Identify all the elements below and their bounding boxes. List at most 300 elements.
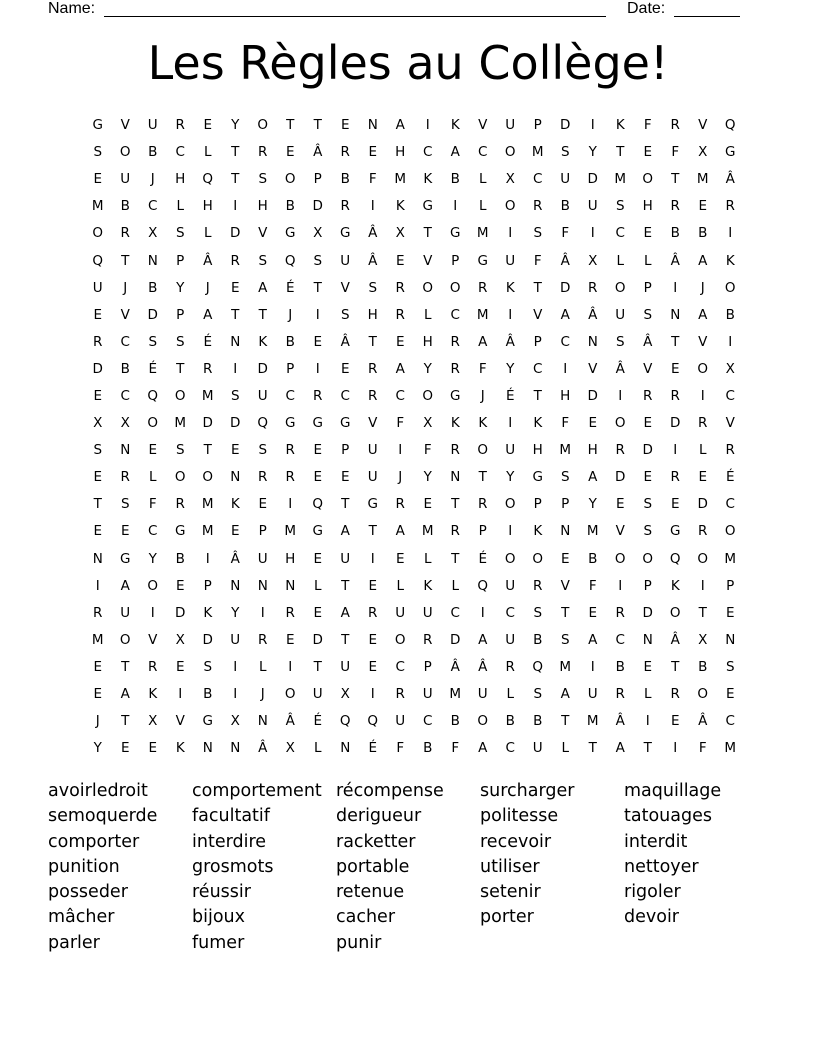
grid-row: [84, 735, 744, 762]
grid-letter: X: [395, 225, 405, 242]
grid-letter: I: [508, 523, 513, 540]
grid-letter: E: [670, 713, 680, 730]
grid-letter: V: [698, 333, 708, 350]
grid-letter: J: [260, 686, 265, 703]
word-bank-item: retenue: [336, 882, 405, 903]
grid-letter: O: [477, 442, 489, 459]
grid-letter: S: [560, 631, 570, 648]
grid-letter: R: [478, 496, 488, 513]
grid-letter: I: [260, 604, 265, 621]
grid-letter: P: [203, 577, 212, 594]
grid-letter: R: [450, 360, 460, 377]
grid-letter: C: [285, 387, 295, 404]
grid-letter: M: [201, 387, 214, 404]
grid-letter: U: [505, 442, 516, 459]
grid-letter: L: [698, 442, 707, 459]
grid-letter: Q: [669, 550, 681, 567]
grid-letter: N: [367, 117, 378, 134]
grid-letter: R: [368, 360, 378, 377]
grid-letter: R: [93, 604, 103, 621]
grid-letter: T: [643, 740, 652, 757]
grid-letter: H: [367, 306, 378, 323]
grid-letter: D: [230, 415, 241, 432]
grid-letter: K: [450, 415, 460, 432]
grid-letter: D: [450, 631, 461, 648]
grid-letter: J: [700, 279, 705, 296]
grid-letter: J: [150, 171, 155, 188]
grid-letter: I: [618, 387, 623, 404]
grid-letter: A: [120, 577, 130, 594]
grid-letter: F: [588, 577, 597, 594]
grid-letter: T: [258, 306, 267, 323]
grid-letter: K: [450, 117, 460, 134]
grid-letter: S: [643, 496, 653, 513]
grid-letter: K: [203, 604, 213, 621]
grid-letter: I: [398, 442, 403, 459]
grid-letter: A: [395, 117, 405, 134]
grid-letter: A: [560, 306, 570, 323]
grid-letter: C: [615, 225, 625, 242]
grid-letter: Â: [670, 631, 680, 648]
grid-letter: Â: [698, 713, 708, 730]
grid-letter: J: [480, 387, 485, 404]
grid-letter: D: [560, 279, 571, 296]
grid-letter: N: [642, 631, 653, 648]
grid-letter: M: [449, 686, 462, 703]
grid-letter: L: [423, 306, 432, 323]
grid-letter: L: [451, 577, 460, 594]
grid-letter: U: [257, 387, 268, 404]
grid-letter: Â: [725, 171, 735, 188]
grid-letter: I: [95, 577, 100, 594]
word-column: [336, 779, 480, 956]
grid-letter: C: [120, 387, 130, 404]
grid-letter: S: [560, 469, 570, 486]
grid-letter: R: [230, 252, 240, 269]
grid-letter: D: [697, 496, 708, 513]
grid-letter: I: [673, 279, 678, 296]
grid-letter: I: [233, 658, 238, 675]
grid-letter: B: [450, 713, 460, 730]
grid-letter: L: [423, 550, 432, 567]
page-title: Les Règles au Collège!: [147, 36, 669, 90]
grid-letter: M: [614, 171, 627, 188]
grid-letter: R: [533, 577, 543, 594]
grid-letter: F: [423, 442, 432, 459]
grid-letter: P: [533, 117, 542, 134]
grid-row: [84, 275, 744, 302]
grid-letter: E: [395, 252, 405, 269]
grid-letter: T: [286, 117, 295, 134]
grid-letter: P: [643, 279, 652, 296]
grid-letter: B: [533, 713, 543, 730]
grid-letter: D: [642, 442, 653, 459]
grid-letter: U: [312, 686, 323, 703]
grid-letter: U: [505, 577, 516, 594]
grid-letter: M: [476, 225, 489, 242]
word-bank-item: racketter: [336, 831, 416, 852]
grid-letter: E: [93, 686, 103, 703]
grid-letter: R: [698, 415, 708, 432]
grid-letter: S: [340, 306, 350, 323]
grid-letter: O: [504, 496, 516, 513]
grid-letter: J: [205, 279, 210, 296]
grid-letter: E: [230, 442, 240, 459]
grid-letter: Â: [478, 658, 488, 675]
grid-letter: P: [423, 658, 432, 675]
grid-letter: H: [257, 198, 268, 215]
date-label: Date:: [627, 0, 666, 17]
grid-letter: F: [643, 117, 652, 134]
grid-letter: Â: [258, 740, 268, 757]
grid-letter: Â: [368, 252, 378, 269]
grid-letter: E: [285, 631, 295, 648]
grid-letter: B: [148, 279, 158, 296]
grid-letter: S: [148, 333, 158, 350]
grid-letter: F: [671, 144, 680, 161]
grid-letter: X: [313, 225, 323, 242]
grid-letter: B: [505, 713, 515, 730]
grid-letter: U: [477, 686, 488, 703]
grid-letter: C: [120, 333, 130, 350]
grid-letter: S: [203, 658, 213, 675]
grid-letter: N: [92, 550, 103, 567]
grid-letter: F: [561, 415, 570, 432]
grid-letter: P: [341, 442, 350, 459]
grid-letter: Â: [615, 713, 625, 730]
grid-letter: R: [588, 279, 598, 296]
grid-letter: É: [368, 740, 378, 757]
grid-letter: T: [671, 333, 680, 350]
grid-letter: G: [312, 523, 323, 540]
grid-letter: E: [643, 144, 653, 161]
grid-letter: V: [175, 713, 185, 730]
grid-letter: K: [505, 279, 515, 296]
grid-letter: D: [230, 225, 241, 242]
word-bank-item: récompense: [336, 781, 444, 801]
grid-row: [84, 193, 744, 220]
grid-letter: K: [478, 415, 488, 432]
grid-letter: R: [368, 604, 378, 621]
grid-letter: L: [203, 225, 212, 242]
grid-letter: M: [476, 306, 489, 323]
grid-letter: D: [312, 198, 323, 215]
grid-letter: N: [285, 577, 296, 594]
grid-letter: R: [478, 279, 488, 296]
grid-letter: É: [725, 469, 735, 486]
grid-letter: E: [368, 144, 378, 161]
grid-letter: I: [288, 496, 293, 513]
grid-letter: H: [642, 198, 653, 215]
grid-letter: M: [586, 523, 599, 540]
grid-letter: U: [505, 631, 516, 648]
grid-letter: P: [726, 577, 735, 594]
grid-letter: Q: [147, 387, 159, 404]
grid-row: [84, 464, 744, 491]
grid-letter: T: [231, 171, 240, 188]
grid-letter: V: [340, 279, 350, 296]
grid-letter: L: [616, 252, 625, 269]
grid-letter: D: [312, 631, 323, 648]
grid-letter: N: [120, 442, 131, 459]
grid-letter: N: [230, 469, 241, 486]
grid-letter: M: [724, 740, 737, 757]
grid-letter: C: [423, 713, 433, 730]
grid-letter: D: [175, 604, 186, 621]
grid-letter: I: [178, 686, 183, 703]
grid-letter: I: [618, 577, 623, 594]
grid-letter: E: [148, 740, 158, 757]
grid-letter: S: [93, 144, 103, 161]
grid-letter: C: [395, 658, 405, 675]
grid-letter: R: [670, 469, 680, 486]
grid-row: [84, 518, 744, 545]
grid-letter: O: [504, 550, 516, 567]
grid-letter: V: [698, 117, 708, 134]
grid-letter: I: [728, 333, 733, 350]
grid-letter: H: [532, 442, 543, 459]
grid-letter: R: [450, 523, 460, 540]
grid-letter: M: [421, 523, 434, 540]
grid-letter: P: [478, 523, 487, 540]
grid-letter: R: [670, 387, 680, 404]
grid-letter: R: [340, 198, 350, 215]
grid-letter: T: [121, 713, 130, 730]
word-bank-item: mâcher: [48, 907, 115, 928]
grid-letter: A: [340, 604, 350, 621]
grid-letter: S: [615, 333, 625, 350]
grid-letter: Y: [506, 469, 515, 486]
grid-letter: I: [453, 198, 458, 215]
grid-row: [84, 166, 744, 193]
name-label: Name:: [48, 0, 96, 17]
grid-letter: O: [614, 415, 626, 432]
grid-letter: X: [148, 225, 158, 242]
grid-letter: M: [394, 171, 407, 188]
grid-letter: E: [340, 360, 350, 377]
grid-letter: H: [175, 171, 186, 188]
grid-letter: J: [95, 713, 100, 730]
grid-letter: M: [201, 496, 214, 513]
grid-letter: V: [588, 360, 598, 377]
grid-letter: S: [175, 442, 185, 459]
grid-letter: S: [643, 306, 653, 323]
grid-letter: M: [91, 631, 104, 648]
grid-letter: R: [725, 442, 735, 459]
grid-letter: R: [258, 144, 268, 161]
grid-letter: A: [120, 686, 130, 703]
grid-letter: R: [340, 144, 350, 161]
grid-letter: A: [450, 144, 460, 161]
grid-letter: R: [148, 658, 158, 675]
grid-letter: E: [395, 550, 405, 567]
grid-letter: F: [451, 740, 460, 757]
grid-letter: C: [175, 144, 185, 161]
word-bank-item: rigoler: [624, 882, 681, 903]
grid-letter: K: [258, 333, 268, 350]
grid-letter: É: [313, 713, 323, 730]
grid-letter: E: [725, 686, 735, 703]
grid-letter: O: [394, 631, 406, 648]
grid-letter: R: [670, 686, 680, 703]
grid-letter: E: [120, 740, 130, 757]
grid-letter: T: [368, 333, 377, 350]
grid-letter: R: [285, 469, 295, 486]
grid-letter: E: [313, 333, 323, 350]
grid-letter: E: [588, 604, 598, 621]
grid-letter: D: [147, 306, 158, 323]
grid-letter: R: [313, 387, 323, 404]
grid-letter: K: [533, 523, 543, 540]
grid-letter: Â: [670, 252, 680, 269]
grid-letter: J: [398, 469, 403, 486]
grid-letter: Â: [230, 550, 240, 567]
grid-letter: A: [395, 523, 405, 540]
grid-letter: T: [121, 252, 130, 269]
grid-letter: E: [698, 469, 708, 486]
grid-letter: V: [478, 117, 488, 134]
grid-letter: M: [724, 550, 737, 567]
grid-letter: R: [395, 306, 405, 323]
grid-letter: I: [233, 360, 238, 377]
grid-letter: Â: [313, 144, 323, 161]
grid-letter: A: [203, 306, 213, 323]
grid-letter: Q: [257, 415, 269, 432]
grid-letter: N: [230, 577, 241, 594]
grid-letter: M: [174, 415, 187, 432]
grid-letter: B: [588, 550, 598, 567]
grid-letter: E: [120, 523, 130, 540]
grid-letter: U: [422, 686, 433, 703]
grid-letter: Â: [560, 252, 570, 269]
word-column: [48, 779, 192, 956]
grid-letter: I: [370, 686, 375, 703]
grid-letter: S: [533, 604, 543, 621]
grid-letter: A: [698, 306, 708, 323]
grid-letter: O: [614, 279, 626, 296]
grid-letter: A: [588, 469, 598, 486]
grid-letter: H: [422, 333, 433, 350]
word-bank-item: utiliser: [480, 856, 540, 877]
grid-letter: O: [257, 117, 269, 134]
grid-letter: E: [368, 631, 378, 648]
grid-letter: V: [368, 415, 378, 432]
grid-letter: I: [315, 360, 320, 377]
grid-letter: X: [588, 252, 598, 269]
grid-letter: O: [504, 144, 516, 161]
grid-letter: K: [395, 198, 405, 215]
grid-letter: X: [725, 360, 735, 377]
grid-row: [84, 112, 744, 139]
grid-letter: T: [561, 713, 570, 730]
grid-letter: F: [561, 225, 570, 242]
grid-letter: N: [340, 740, 351, 757]
word-bank-item: comportement: [192, 781, 322, 801]
grid-letter: R: [93, 333, 103, 350]
grid-letter: R: [725, 198, 735, 215]
grid-letter: B: [120, 198, 130, 215]
grid-letter: X: [230, 713, 240, 730]
grid-letter: B: [670, 225, 680, 242]
grid-row: [84, 410, 744, 437]
grid-letter: V: [533, 306, 543, 323]
grid-letter: C: [340, 387, 350, 404]
grid-letter: C: [478, 144, 488, 161]
grid-row: [84, 573, 744, 600]
grid-letter: S: [615, 198, 625, 215]
grid-letter: E: [313, 469, 323, 486]
grid-row: [84, 627, 744, 654]
grid-letter: E: [313, 550, 323, 567]
grid-letter: T: [341, 496, 350, 513]
grid-letter: U: [395, 604, 406, 621]
grid-row: [84, 302, 744, 329]
word-bank-item: interdit: [624, 831, 688, 852]
grid-letter: O: [119, 631, 131, 648]
grid-letter: G: [477, 252, 488, 269]
grid-letter: E: [368, 577, 378, 594]
grid-letter: K: [725, 252, 735, 269]
grid-letter: G: [532, 469, 543, 486]
grid-letter: I: [590, 117, 595, 134]
grid-letter: S: [93, 442, 103, 459]
word-bank-item: bijoux: [192, 907, 245, 928]
grid-letter: R: [615, 604, 625, 621]
grid-letter: B: [698, 225, 708, 242]
grid-letter: T: [313, 279, 322, 296]
grid-row: [84, 546, 744, 573]
grid-letter: E: [670, 360, 680, 377]
grid-letter: U: [422, 604, 433, 621]
grid-letter: R: [395, 496, 405, 513]
grid-letter: E: [93, 171, 103, 188]
word-column: [624, 779, 768, 931]
grid-letter: G: [120, 550, 131, 567]
grid-letter: X: [340, 686, 350, 703]
word-bank-item: semoquerde: [48, 806, 158, 827]
grid-letter: E: [148, 442, 158, 459]
grid-letter: B: [533, 631, 543, 648]
grid-letter: U: [257, 550, 268, 567]
grid-letter: Y: [423, 469, 432, 486]
grid-letter: Q: [339, 713, 351, 730]
grid-letter: U: [505, 252, 516, 269]
grid-letter: E: [615, 496, 625, 513]
grid-letter: R: [120, 225, 130, 242]
grid-letter: E: [175, 577, 185, 594]
word-bank-item: devoir: [624, 907, 679, 928]
grid-letter: I: [150, 604, 155, 621]
worksheet-header: [48, 0, 748, 20]
grid-letter: G: [450, 225, 461, 242]
word-bank-item: réussir: [192, 882, 251, 903]
grid-letter: Â: [643, 333, 653, 350]
grid-letter: G: [285, 415, 296, 432]
grid-letter: B: [203, 686, 213, 703]
word-bank-item: portable: [336, 856, 410, 877]
grid-letter: M: [586, 713, 599, 730]
grid-letter: C: [505, 740, 515, 757]
grid-row: [84, 708, 744, 735]
grid-letter: V: [423, 252, 433, 269]
grid-letter: I: [508, 415, 513, 432]
grid-letter: D: [202, 631, 213, 648]
grid-letter: U: [587, 686, 598, 703]
grid-letter: A: [478, 333, 488, 350]
grid-letter: R: [395, 686, 405, 703]
grid-letter: M: [91, 198, 104, 215]
grid-letter: F: [148, 496, 157, 513]
